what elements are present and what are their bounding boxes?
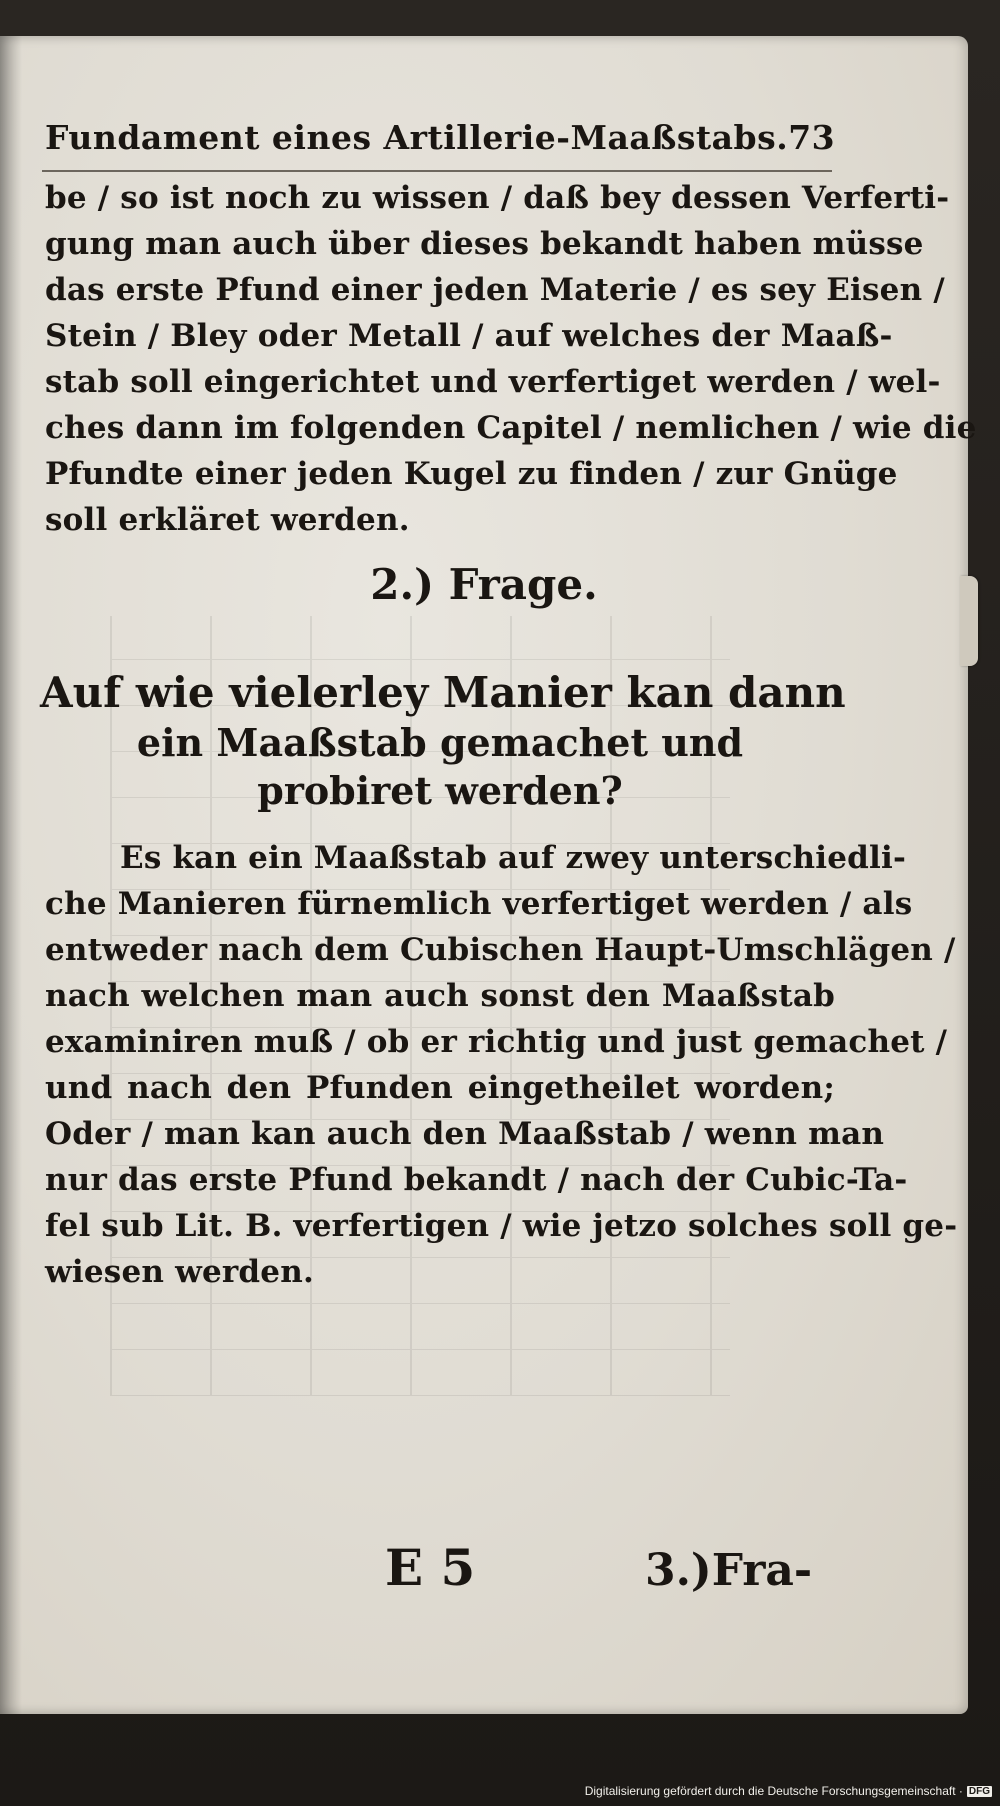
running-header-title: Fundament eines Artillerie-Maaßstabs.: [45, 118, 789, 157]
paragraph-line: Oder / man kan auch den Maaßstab / wenn man: [45, 1116, 885, 1152]
paragraph-line: nach welchen man auch sonst den Maaßstab: [45, 978, 835, 1014]
paragraph-line: examiniren muß / ob er richtig und just gemachet /: [45, 1024, 948, 1060]
header-rule: [42, 170, 832, 172]
paragraph-line: das erste Pfund einer jeden Materie / es sey Eisen /: [45, 272, 945, 308]
dfg-logo: DFG: [968, 1786, 990, 1797]
signature-mark: E 5: [385, 1538, 476, 1597]
credit-text: Digitalisierung gefördert durch die Deutsche Forschungsgemeinschaft ·: [584, 1784, 963, 1798]
paragraph-line: nur das erste Pfund bekandt / nach der Cubic-Ta-: [45, 1162, 908, 1198]
running-header: [45, 118, 835, 157]
paragraph-line: wiesen werden.: [45, 1254, 314, 1290]
paragraph-line: gung man auch über dieses bekandt haben müsse: [45, 226, 924, 262]
question-label: 2.) Frage.: [370, 560, 598, 609]
paragraph-line: Stein / Bley oder Metall / auf welches der Maaß-: [45, 318, 893, 354]
paragraph-line: soll erkläret werden.: [45, 502, 410, 538]
paragraph-line: ches dann im folgenden Capitel / nemlichen / wie die: [45, 410, 977, 446]
paragraph-line: Es kan ein Maaßstab auf zwey unterschiedli-: [120, 840, 907, 876]
paragraph-line: che Manieren fürnemlich verfertiget werden / als: [45, 886, 913, 922]
catchword: 3.)Fra-: [645, 1545, 813, 1596]
paragraph-line: fel sub Lit. B. verfertigen / wie jetzo solches soll ge-: [45, 1208, 958, 1244]
page-number: 73: [788, 118, 836, 157]
paragraph-line: und nach den Pfunden eingetheilet worden;: [45, 1070, 835, 1106]
paragraph-line: be / so ist noch zu wissen / daß bey dessen Verferti-: [45, 180, 950, 216]
spine-shadow: [0, 36, 22, 1714]
question-line: probiret werden?: [257, 768, 623, 813]
digitization-credit: [585, 1784, 992, 1798]
paragraph-line: Pfundte einer jeden Kugel zu finden / zur Gnüge: [45, 456, 898, 492]
question-line: ein Maaßstab gemachet und: [136, 720, 744, 765]
paragraph-line: entweder nach dem Cubischen Haupt-Umschlägen /: [45, 932, 956, 968]
paragraph-line: stab soll eingerichtet und verfertiget werden / wel-: [45, 364, 941, 400]
question-line: Auf wie vielerley Manier kan dann: [40, 668, 846, 717]
